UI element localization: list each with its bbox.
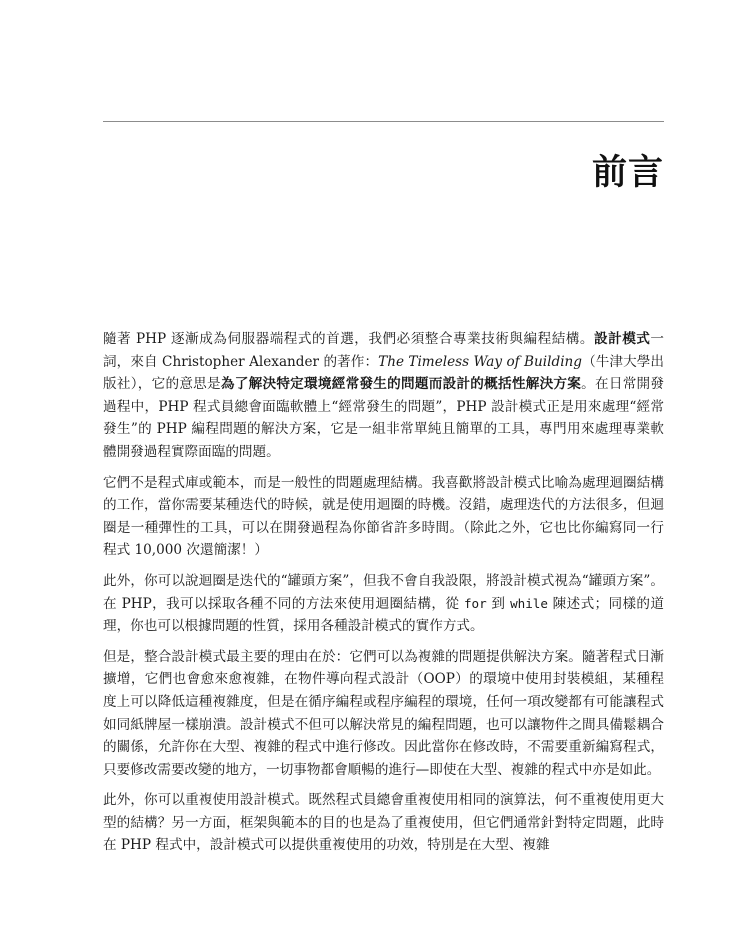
body-text [103,328,664,865]
text-run: 此外，你可以重複使用設計模式。既然程式員總會重複使用相同的演算法，何不重複使用更大型的結構？另一方面，框架與範本的目的也是為了重複使用，但它們通常針對特定問題，此時在 PHP 程式中，設計模式可以提供重複使用的功效，特別是在大型、複雜 [103,792,664,854]
term-design-pattern: 設計模式 [594,331,651,347]
text-run: 一詞，來自 Christopher Alexander 的著作： [103,331,664,370]
text-run: 隨著 PHP 逐漸成為伺服器端程式的首選，我們必須整合專業技術與編程結構。 [103,331,594,347]
chapter-title: 前言 [591,153,664,193]
code-for: for [463,595,487,611]
paragraph-1 [103,328,664,464]
text-run: 到 [486,595,511,612]
text-run: 它們不是程式庫或範本，而是一般性的問題處理結構。我喜歡將設計模式比喻為處理迴圈結構的工作，當你需要某種迭代的時候，就是使用迴圈的時機。沒錯，處理迭代的方法很多，但迴圈是一種彈性的工具，可以在開發過程為你節省許多時間。（除此之外，它也比你編寫同一行程式 10,000 次還簡潔！） [103,474,664,559]
paragraph-4 [103,646,664,782]
text-run: 此外，你可以說迴圈是迭代的“罐頭方案”，但我不會自我設限，將設計模式視為“罐頭方案”。在 PHP，我可以採取各種不同的方法來使用迴圈結構，從 [103,572,664,612]
text-run: 陳述式；同樣的道理，你也可以根據問題的性質，採用各種設計模式的實作方式。 [103,595,664,635]
code-while: while [510,595,548,611]
definition-text: 為了解決特定環境經常發生的問題而設計的概括性解決方案 [220,376,582,393]
text-run: 。在日常開發過程中，PHP 程式員總會面臨軟體上“經常發生的問題”，PHP 設計模式正是用來處理“經常發生”的 PHP 編程問題的解決方案，它是一組非常單純且簡單的工具，專門用來處理專業軟體開發過程實際面臨的問題。 [103,376,665,460]
book-title: The Timeless Way of Building [378,353,582,370]
paragraph-3 [103,570,664,638]
text-run: 但是，整合設計模式最主要的理由在於：它們可以為複雜的問題提供解決方案。隨著程式日漸擴增，它們也會愈來愈複雜，在物件導向程式設計（OOP）的環境中使用封裝模組，某種程度上可以降低這種複雜度，但是在循序編程或程序編程的環境，任何一項改變都有可能讓程式如同紙牌屋一樣崩潰。設計模式不但可以解決常見的編程問題，也可以讓物件之間具備鬆耦合的關係，允許你在大型、複雜的程式中進行修改。因此當你在修改時，不需要重新編寫程式，只要修改需要改變的地方，一切事物都會順暢的進行—即使在大型、複雜的程式中亦是如此。 [103,648,664,778]
paragraph-2 [103,472,664,562]
text-run: （牛津大學出版社），它的意思是 [103,353,664,393]
header-rule [103,121,664,122]
paragraph-5 [103,789,664,857]
